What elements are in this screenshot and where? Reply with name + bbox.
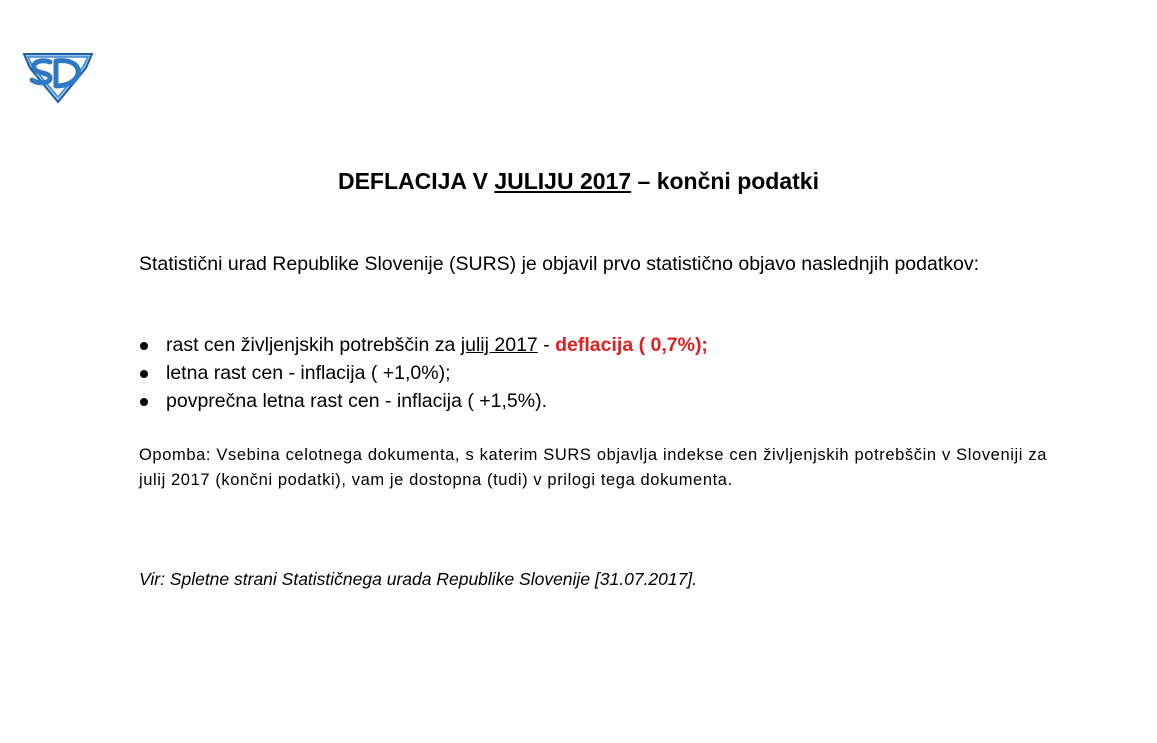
deflation-highlight: deflacija ( 0,7%); [555, 334, 708, 356]
bullet-text: letna rast cen - inflacija ( +1,0%); [166, 362, 451, 384]
list-item [139, 387, 1051, 415]
bullet-icon [140, 398, 148, 406]
bullet-text: povprečna letna rast cen - inflacija ( +1,5%). [166, 390, 547, 412]
document-title [0, 166, 1157, 196]
bullet-separator: - [537, 334, 556, 356]
bullet-icon [140, 342, 148, 350]
sd-shield-logo-icon [20, 46, 96, 104]
title-part1: DEFLACIJA V [337, 168, 495, 194]
bullet-prefix: rast cen življenjskih potrebščin za [166, 334, 461, 356]
note-paragraph: Opomba: Vsebina celotnega dokumenta, s katerim SURS objavlja indekse cen življenjskih potrebščin v Sloveniji za julij 2017 (končni podatki), vam je dostopna (tudi) v prilogi tega dokumenta. [139, 446, 1047, 489]
title-part3: – končni podatki [631, 168, 819, 194]
bullet-list [139, 331, 1051, 415]
list-item [139, 359, 1051, 387]
bullet-month: julij 2017 [460, 334, 538, 356]
list-item [139, 331, 1051, 359]
intro-paragraph: Statistični urad Republike Slovenije (SURS) je objavil prvo statistično objavo naslednjih podatkov: [139, 253, 980, 275]
bullet-icon [140, 370, 148, 378]
title-month: JULIJU 2017 [494, 168, 632, 194]
source-citation: Vir: Spletne strani Statističnega urada Republike Slovenije [31.07.2017]. [139, 569, 698, 589]
